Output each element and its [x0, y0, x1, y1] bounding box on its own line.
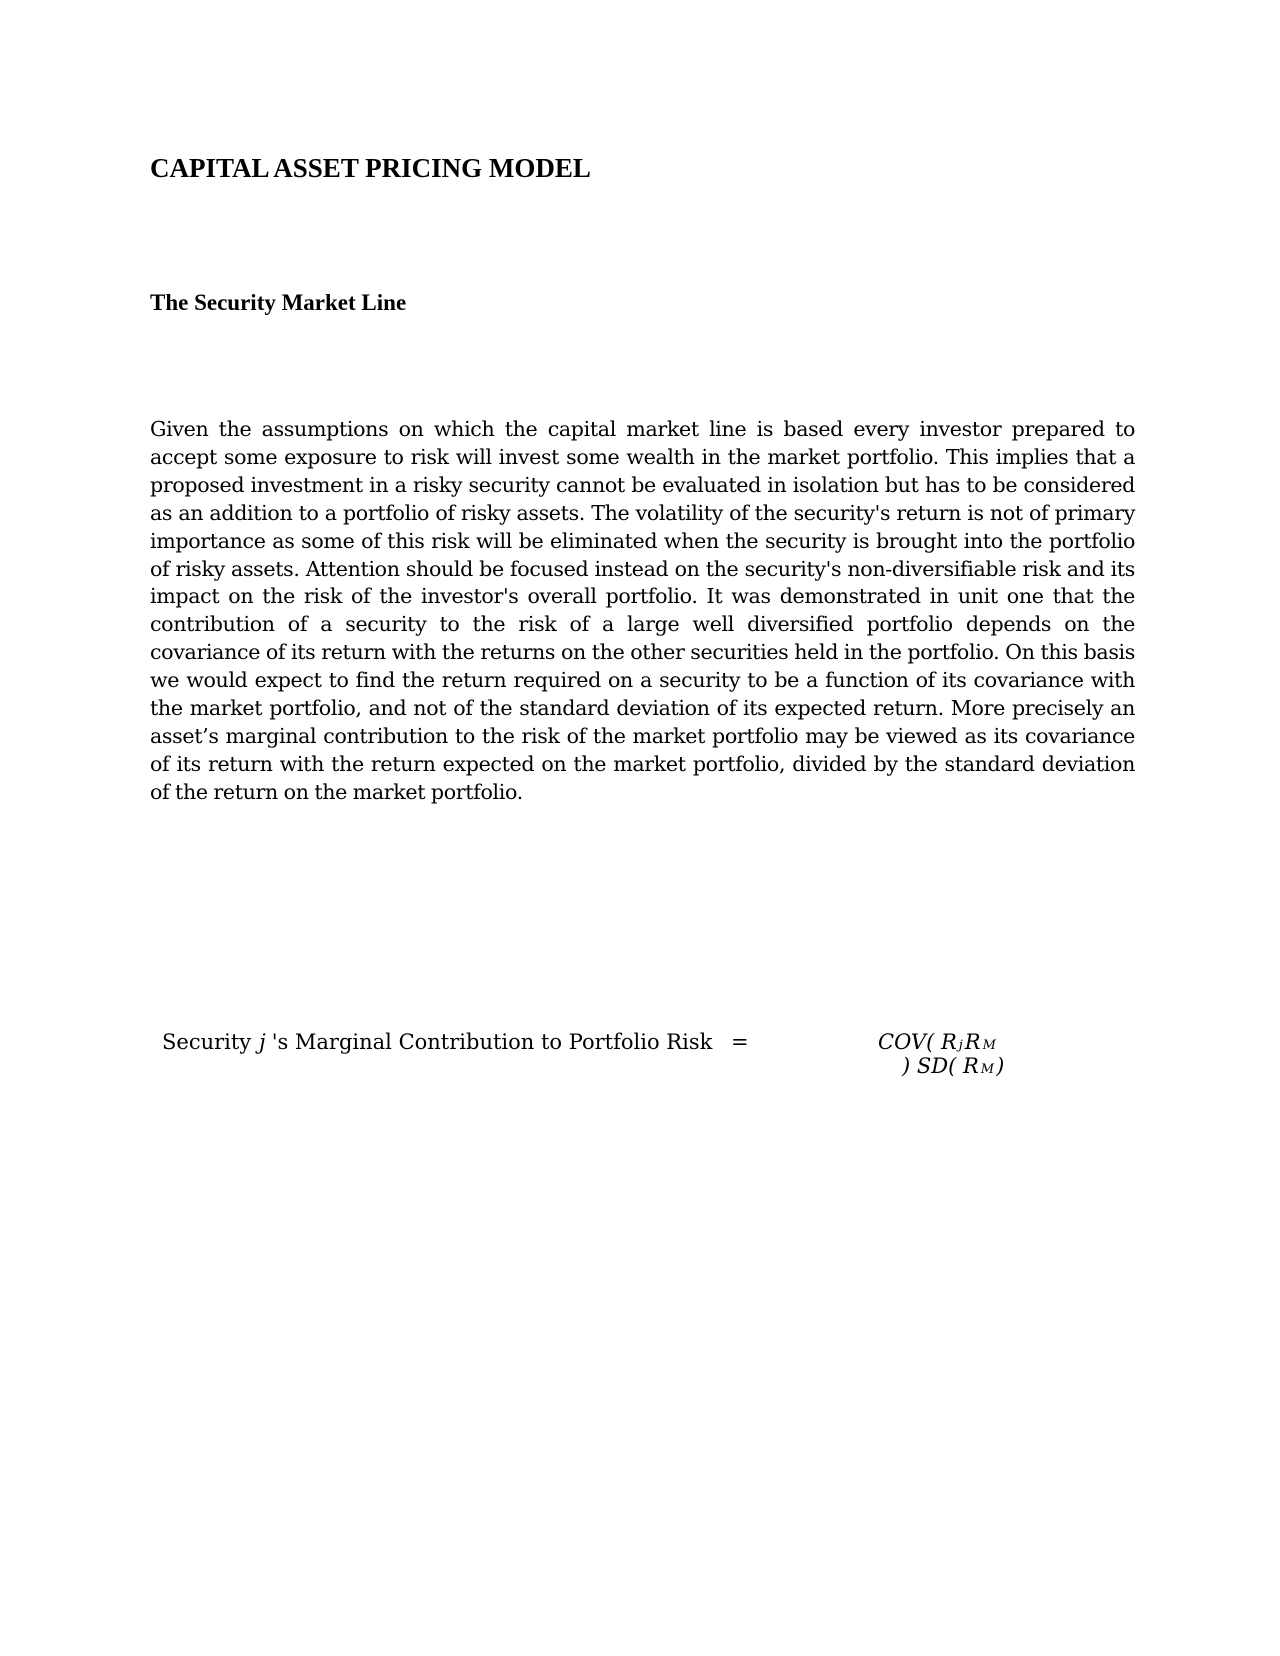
formula-std-dev-term	[902, 1054, 1004, 1078]
formula-cov-label: COV( R	[878, 1030, 957, 1054]
document-title: CAPITAL ASSET PRICING MODEL	[150, 153, 591, 183]
formula-subscript-m: M	[982, 1038, 996, 1053]
formula-equals-sign: =	[731, 1030, 749, 1054]
body-paragraph: Given the assumptions on which the capital market line is based every investor prepared to accept some exposure to risk will invest some wealth in the market portfolio. This implies that a proposed investment in a risky security cannot be evaluated in isolation but has to be considered as an addition to a portfolio of risky assets. The volatility of the security's return is not of primary importance as some of this risk will be eliminated when the security is brought into the portfolio of risky assets. Attention should be focused instead on the security's non-diversifiable risk and its impact on the risk of the investor's overall portfolio. It was demonstrated in unit one that the contribution of a security to the risk of a large well diversified portfolio depends on the covariance of its return with the returns on the other securities held in the portfolio. On this basis we would expect to find the return required on a security to be a function of its covariance with the market portfolio, and not of the standard deviation of its expected return. More precisely an asset’s marginal contribution to the risk of the market portfolio may be viewed as its covariance of its return with the return expected on the market portfolio, divided by the standard deviation of the return on the market portfolio.	[150, 417, 1135, 804]
formula-subscript-m2: M	[980, 1062, 995, 1077]
formula-lhs-prefix: Security	[162, 1030, 252, 1054]
section-heading: The Security Market Line	[150, 290, 407, 315]
formula-subscript-j: j	[958, 1038, 963, 1053]
formula-covariance-term	[878, 1030, 998, 1054]
formula-variable-j: j	[259, 1030, 266, 1054]
marginal-contribution-formula	[0, 1030, 1280, 1090]
formula-close-paren: )	[996, 1054, 1005, 1078]
formula-sd-label: ) SD( R	[902, 1054, 979, 1078]
formula-r-label: R	[964, 1030, 981, 1054]
formula-lhs-suffix: 's Marginal Contribution to Portfolio Risk	[271, 1030, 713, 1054]
formula-left-side	[162, 1030, 712, 1054]
